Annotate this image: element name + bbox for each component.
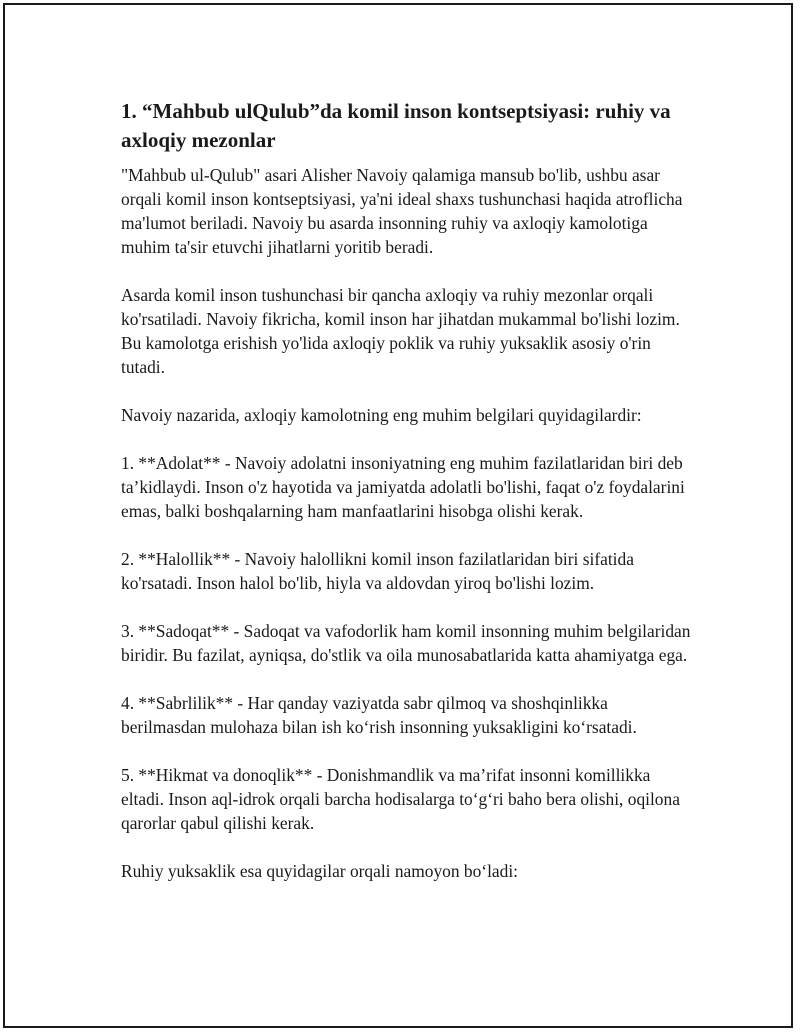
- paragraph-intro: "Mahbub ul-Qulub" asari Alisher Navoiy qalamiga mansub bo'lib, ushbu asar orqali komil inson kontseptsiyasi, ya'ni ideal shaxs tushunchasi haqida atroflicha ma'lumot beriladi. Navoiy bu asarda insonning ruhiy va axloqiy kamolotiga muhim ta'sir etuvchi jihatlarni yoritib beradi.: [121, 165, 683, 257]
- paragraph-list-intro: Navoiy nazarida, axloqiy kamolotning eng muhim belgilari quyidagilardir:: [121, 405, 642, 425]
- list-item-hikmat: 5. **Hikmat va donoqlik** - Donishmandlik va ma’rifat insonni komillikka eltadi. Inson aql-idrok orqali barcha hodisalarga to‘g‘ri baho bera olishi, oqilona qarorlar qabul qilishi kerak.: [121, 765, 680, 833]
- document-content: [121, 97, 691, 907]
- list-item-adolat: 1. **Adolat** - Navoiy adolatni insoniyatning eng muhim fazilatlaridan biri deb ta’kidlaydi. Inson o'z hayotida va jamiyatda adolatli bo'lishi, faqat o'z foydalarini emas, balki boshqalarning ham manfaatlarini hisobga olishi kerak.: [121, 453, 685, 521]
- list-item-sadoqat: 3. **Sadoqat** - Sadoqat va vafodorlik ham komil insonning muhim belgilaridan biridir. Bu fazilat, ayniqsa, do'stlik va oila munosabatlarida katta ahamiyatga ega.: [121, 621, 691, 665]
- list-item-halollik: 2. **Halollik** - Navoiy halollikni komil inson fazilatlaridan biri sifatida ko'rsatadi. Inson halol bo'lib, hiyla va aldovdan yiroq bo'lishi lozim.: [121, 549, 634, 593]
- list-item-sabrlilik: 4. **Sabrlilik** - Har qanday vaziyatda sabr qilmoq va shoshqinlikka berilmasdan mulohaza bilan ish ko‘rish insonning yuksakligini ko‘rsatadi.: [121, 693, 637, 737]
- paragraph-ruhiy: Ruhiy yuksaklik esa quyidagilar orqali namoyon bo‘ladi:: [121, 861, 519, 881]
- document-page: [3, 3, 793, 1028]
- paragraph-criteria: Asarda komil inson tushunchasi bir qancha axloqiy va ruhiy mezonlar orqali ko'rsatiladi. Navoiy fikricha, komil inson har jihatdan mukammal bo'lishi lozim. Bu kamolotga erishish yo'lida axloqiy poklik va ruhiy yuksaklik asosiy o'rin tutadi.: [121, 285, 680, 377]
- section-heading: 1. “Mahbub ulQulub”da komil inson kontseptsiyasi: ruhiy va axloqiy mezonlar: [121, 99, 671, 152]
